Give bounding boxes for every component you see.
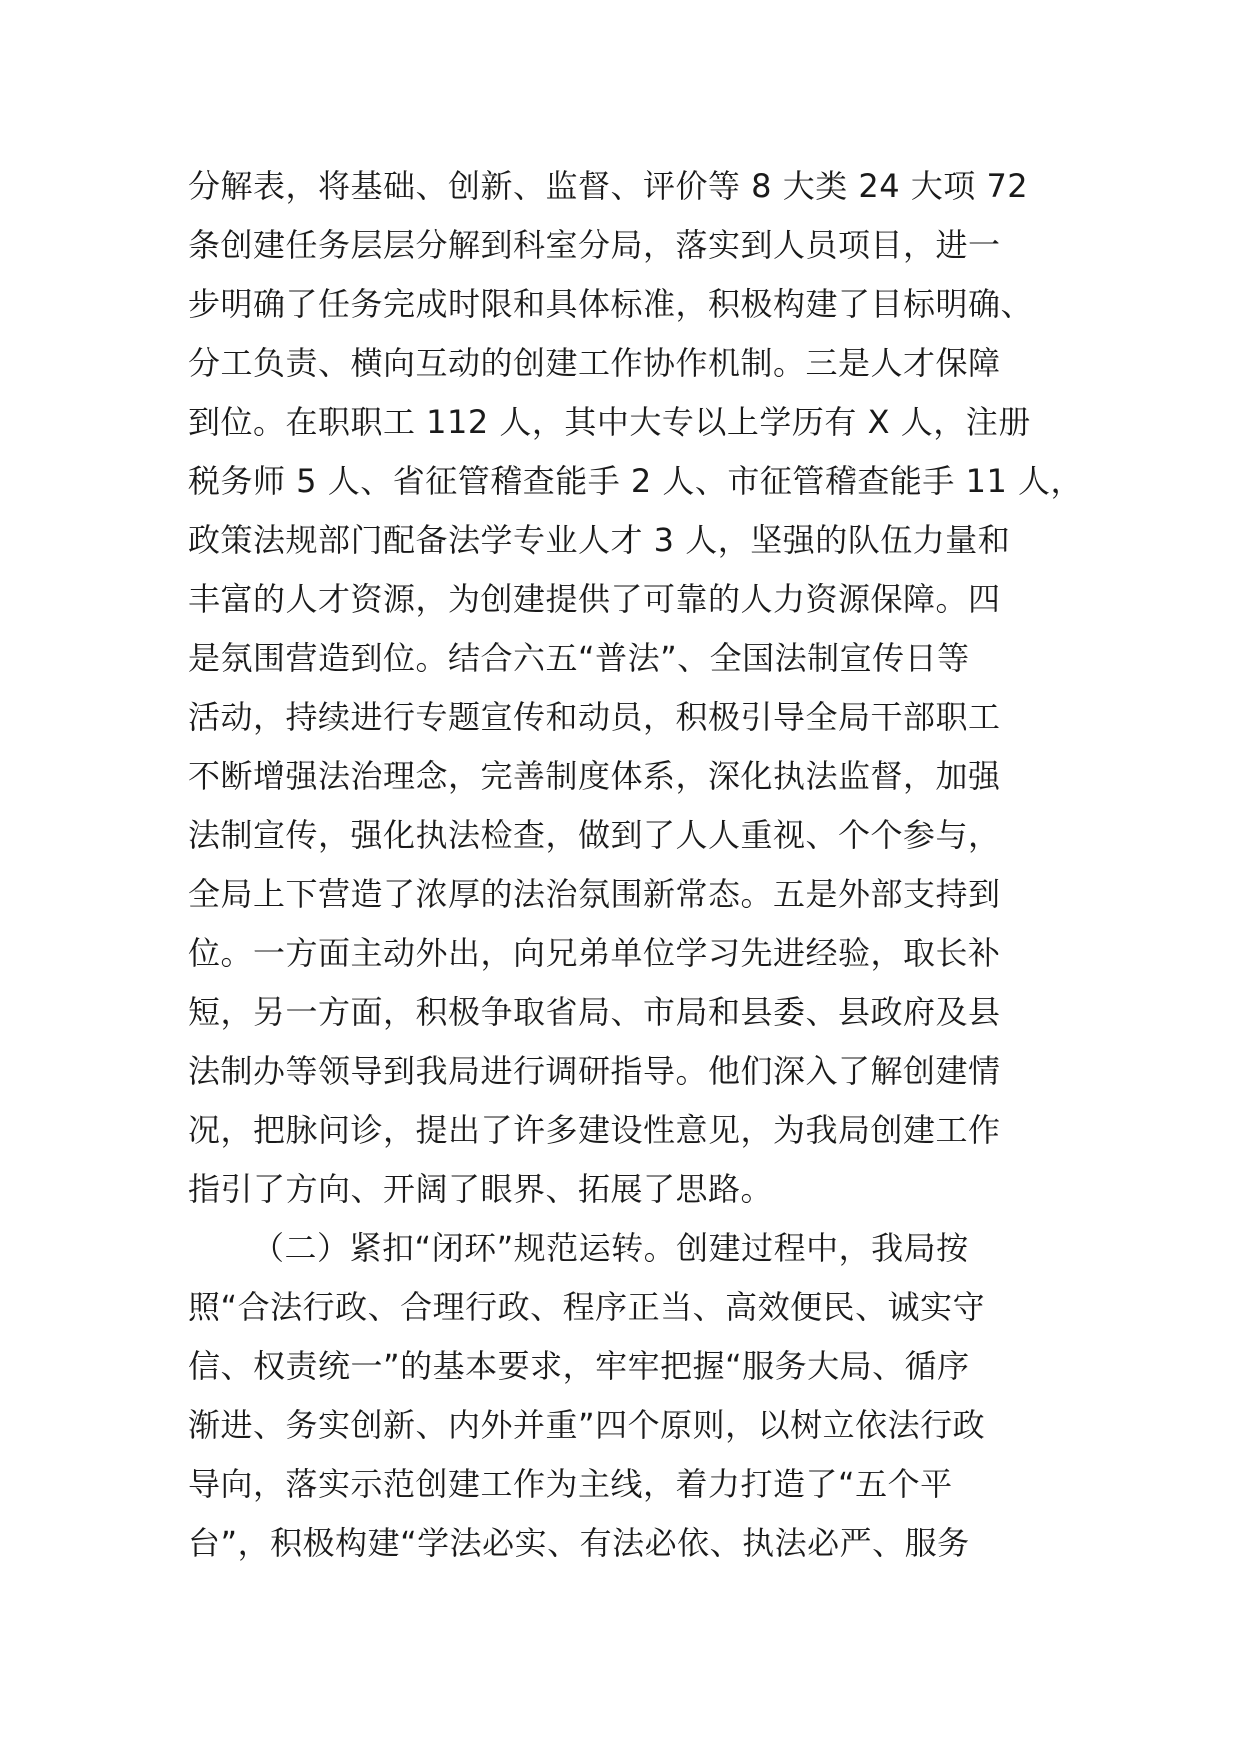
text-line: 法制办等领导到我局进行调研指导。他们深入了解创建情 [188, 1052, 1001, 1090]
text-line: 况，把脉问诊，提出了许多建设性意见，为我局创建工作 [188, 1111, 1001, 1149]
paragraph-start-line: （二）紧扣“闭环”规范运转。创建过程中，我局按 [252, 1229, 969, 1267]
text-line: 条创建任务层层分解到科室分局，落实到人员项目，进一 [188, 226, 1001, 264]
body-text [188, 157, 1088, 1573]
text-line: 渐进、务实创新、内外并重”四个原则，以树立依法行政 [188, 1406, 986, 1444]
text-line: 指引了方向、开阔了眼界、拓展了思路。 [188, 1170, 774, 1208]
text-line: 丰富的人才资源，为创建提供了可靠的人力资源保障。四 [188, 580, 1001, 618]
text-line: 步明确了任务完成时限和具体标准，积极构建了目标明确、 [188, 285, 1034, 323]
text-line: 政策法规部门配备法学专业人才 3 人，坚强的队伍力量和 [188, 521, 1011, 559]
text-line: 导向，落实示范创建工作为主线，着力打造了“五个平 [188, 1465, 953, 1503]
text-line: 分工负责、横向互动的创建工作协作机制。三是人才保障 [188, 344, 1001, 382]
text-line: 法制宣传，强化执法检查，做到了人人重视、个个参与， [188, 816, 1001, 854]
text-line: 位。一方面主动外出，向兄弟单位学习先进经验，取长补 [188, 934, 1001, 972]
text-line: 信、权责统一”的基本要求，牢牢把握“服务大局、循序 [188, 1347, 970, 1385]
text-line: 照“合法行政、合理行政、程序正当、高效便民、诚实守 [188, 1288, 986, 1326]
text-line: 台”，积极构建“学法必实、有法必依、执法必严、服务 [188, 1524, 970, 1562]
text-line: 分解表，将基础、创新、监督、评价等 8 大类 24 大项 72 [188, 167, 1029, 205]
text-line: 活动，持续进行专题宣传和动员，积极引导全局干部职工 [188, 698, 1001, 736]
text-line: 是氛围营造到位。结合六五“普法”、全国法制宣传日等 [188, 639, 970, 677]
text-line: 税务师 5 人、省征管稽查能手 2 人、市征管稽查能手 11 人， [188, 462, 1083, 500]
text-line: 短，另一方面，积极争取省局、市局和县委、县政府及县 [188, 993, 1001, 1031]
text-line: 全局上下营造了浓厚的法治氛围新常态。五是外部支持到 [188, 875, 1001, 913]
text-line: 不断增强法治理念，完善制度体系，深化执法监督，加强 [188, 757, 1001, 795]
text-line: 到位。在职职工 112 人，其中大专以上学历有 X 人，注册 [188, 403, 1031, 441]
